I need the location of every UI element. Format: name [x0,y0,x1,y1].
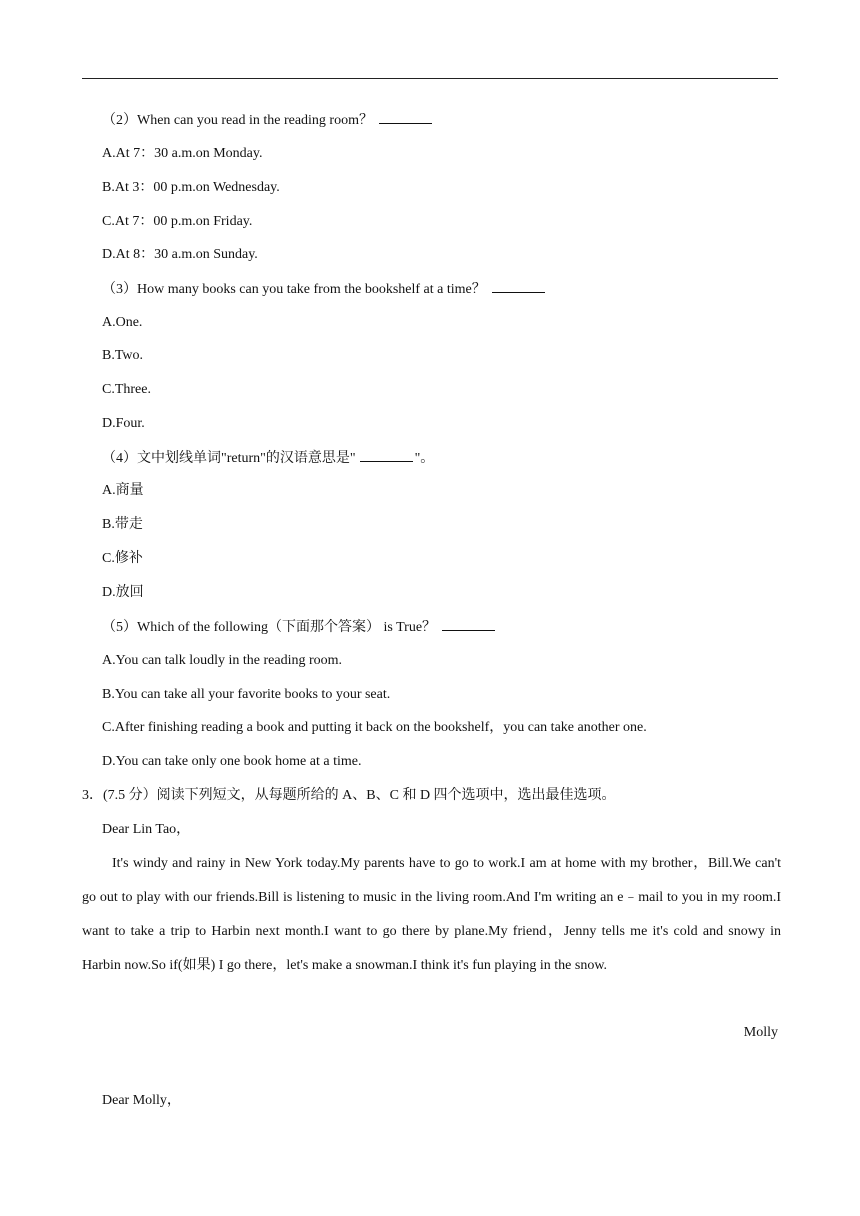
option-5a: A.You can talk loudly in the reading room. [102,653,343,668]
option-2b: B.At 3：00 p.m.on Wednesday. [102,180,280,195]
question-3-stem: （3）How many books can you take from the bookshelf at a time？ [102,280,545,299]
header-rule [82,78,778,79]
option-4b: B.带走 [102,517,143,532]
letter-greeting-lin-tao: Dear Lin Tao， [102,822,191,837]
answer-blank[interactable] [379,111,432,124]
option-5d: D.You can take only one book home at a time. [102,754,362,769]
option-4d: D.放回 [102,585,144,600]
answer-blank[interactable] [360,449,413,462]
answer-blank[interactable] [492,280,545,293]
option-5c: C.After finishing reading a book and putting it back on the bookshelf，you can take another one. [102,720,647,735]
section-3-heading: 3．(7.5 分）阅读下列短文，从每题所给的 A、B、C 和 D 四个选项中，选出最佳选项。 [82,788,616,803]
letter-body: It's windy and rainy in New York today.My parents have to go to work.I am at home with my brother，Bill.We can't go out to play with our friends.Bill is listening to music in the living room.And I'm writing an e﹣mail to you in my room.I want to take a trip to Harbin next month.I want to go there by plane.My friend，Jenny tells me it's cold and snowy in Harbin now.So if(如果) I go there，let's make a snowman.I think it's fun playing in the snow. [82,856,781,973]
letter-signature: Molly [743,1025,778,1040]
option-2c: C.At 7：00 p.m.on Friday. [102,214,253,229]
option-2a: A.At 7：30 a.m.on Monday. [102,146,263,161]
option-3b: B.Two. [102,348,144,363]
option-4c: C.修补 [102,551,143,566]
option-3d: D.Four. [102,416,145,431]
option-3a: A.One. [102,315,143,330]
question-4-stem: （4）文中划线单词"return"的汉语意思是" "。 [102,451,435,466]
option-3c: C.Three. [102,382,151,397]
option-2d: D.At 8：30 a.m.on Sunday. [102,247,258,262]
question-5-stem: （5）Which of the following（下面那个答案） is True？ [102,618,495,637]
letter-greeting-molly: Dear Molly， [102,1093,181,1108]
answer-blank[interactable] [442,618,495,631]
question-2-stem: （2）When can you read in the reading room？ [102,111,432,130]
option-4a: A.商量 [102,483,144,498]
option-5b: B.You can take all your favorite books to your seat. [102,687,391,702]
